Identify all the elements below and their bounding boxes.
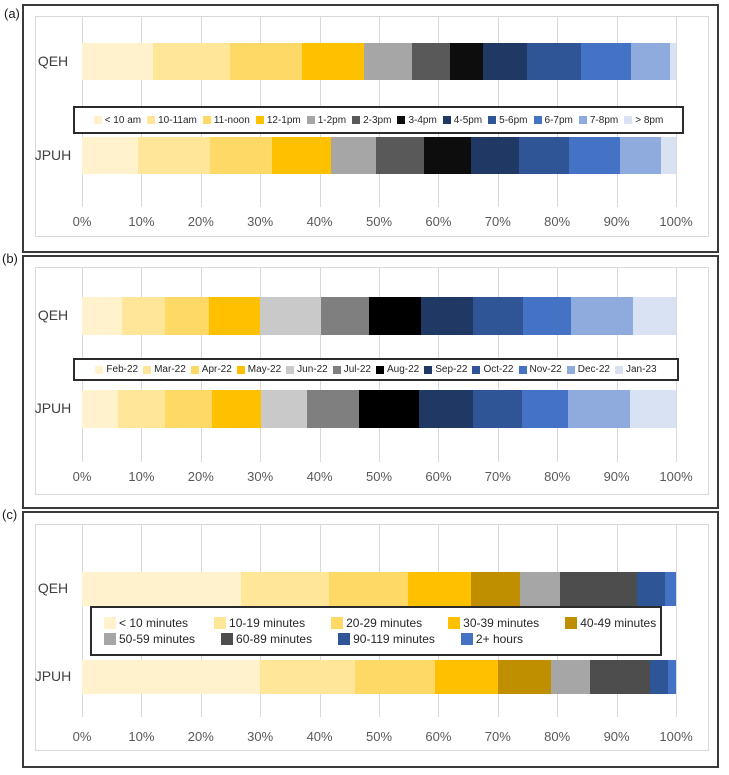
- x-tick-label: 50%: [365, 469, 393, 484]
- legend-swatch: [143, 366, 151, 374]
- legend-label: Jun-22: [297, 364, 328, 375]
- x-tick-label: 90%: [603, 469, 630, 484]
- legend-item: [237, 364, 281, 375]
- legend-item: [352, 115, 391, 126]
- bar-segment: [210, 137, 272, 174]
- bar-segment: [241, 572, 330, 606]
- bar-segment: [519, 137, 569, 174]
- legend-swatch: [104, 633, 116, 645]
- legend-swatch: [286, 366, 294, 374]
- legend-item: [94, 115, 141, 126]
- x-tick-label: 60%: [425, 729, 452, 744]
- legend-label: 50-59 minutes: [119, 632, 196, 646]
- legend-item: [203, 115, 250, 126]
- legend-label: Nov-22: [529, 364, 562, 375]
- x-tick-label: 20%: [187, 729, 214, 744]
- legend-item: [448, 616, 539, 630]
- legend-item: [519, 364, 562, 375]
- bar-segment: [471, 137, 519, 174]
- legend-item: [579, 115, 618, 126]
- legend-label: 60-89 minutes: [236, 632, 313, 646]
- legend-label: 4-5pm: [453, 114, 483, 126]
- legend-swatch: [338, 633, 350, 645]
- x-tick-label: 0%: [72, 729, 92, 744]
- legend-swatch: [443, 116, 451, 124]
- legend-swatch: [307, 116, 315, 124]
- legend-item: [376, 364, 419, 375]
- stacked-bar-qeh: [82, 297, 676, 335]
- row-label-jpuh: JPUH: [34, 146, 72, 163]
- legend-item: [461, 632, 523, 646]
- x-tick-label: 20%: [187, 469, 214, 484]
- legend-item: [567, 364, 610, 375]
- x-tick-label: 0%: [72, 469, 92, 484]
- bar-segment: [551, 660, 590, 694]
- legend-swatch: [221, 633, 233, 645]
- bar-segment: [590, 660, 649, 694]
- bar-segment: [302, 43, 364, 80]
- bar-segment: [307, 390, 359, 428]
- chart-panel-duration: [22, 511, 719, 768]
- bar-segment: [321, 297, 370, 335]
- x-tick-label: 10%: [128, 469, 155, 484]
- bar-segment: [424, 137, 472, 174]
- legend-label: 7-8pm: [589, 114, 619, 126]
- bar-segment: [272, 137, 331, 174]
- legend-swatch: [461, 633, 473, 645]
- bar-segment: [520, 572, 559, 606]
- bar-segment: [661, 137, 676, 174]
- bar-segment: [364, 43, 412, 80]
- x-tick-label: 100%: [659, 469, 693, 484]
- legend-label: 11-noon: [213, 114, 250, 126]
- legend-item: [615, 364, 657, 375]
- x-tick-label: 40%: [306, 469, 333, 484]
- legend-label: Mar-22: [154, 364, 186, 375]
- legend-item: [565, 616, 656, 630]
- legend-label: 6-7pm: [544, 114, 573, 126]
- x-tick-label: 10%: [128, 214, 155, 229]
- stacked-bar-jpuh: [82, 660, 676, 694]
- bar-segment: [421, 297, 473, 335]
- legend-swatch: [424, 366, 432, 374]
- stacked-bar-jpuh: [82, 137, 676, 174]
- bar-segment: [165, 390, 213, 428]
- legend-item: [397, 115, 436, 126]
- x-tick-label: 40%: [306, 214, 333, 229]
- x-tick-label: 70%: [484, 469, 511, 484]
- legend-swatch: [147, 116, 155, 124]
- legend-item: [338, 632, 435, 646]
- bar-segment: [665, 572, 676, 606]
- bar-segment: [260, 660, 355, 694]
- legend-item: [534, 115, 573, 126]
- legend-swatch: [488, 116, 496, 124]
- bar-segment: [329, 572, 407, 606]
- bar-segment: [633, 297, 676, 335]
- bar-segment: [331, 137, 376, 174]
- bar-segment: [581, 43, 631, 80]
- bar-segment: [153, 43, 230, 80]
- x-tick-label: 40%: [306, 729, 333, 744]
- legend-swatch: [519, 366, 527, 374]
- bar-segment: [165, 297, 209, 335]
- x-tick-label: 80%: [544, 469, 571, 484]
- bar-segment: [376, 137, 424, 174]
- bar-segment: [138, 137, 209, 174]
- bar-segment: [650, 660, 668, 694]
- row-label-qeh: QEH: [37, 52, 69, 69]
- legend-swatch: [333, 366, 341, 374]
- panel-label-a: (a): [4, 6, 20, 21]
- x-tick-label: 100%: [659, 729, 693, 744]
- bar-segment: [435, 660, 497, 694]
- legend-swatch: [534, 116, 542, 124]
- x-tick-label: 100%: [659, 214, 693, 229]
- legend-swatch: [472, 366, 480, 374]
- bar-segment: [522, 390, 569, 428]
- row-label-jpuh: JPUH: [34, 400, 72, 416]
- legend-label: Oct-22: [483, 364, 514, 375]
- legend-swatch: [214, 617, 226, 629]
- bar-segment: [209, 297, 260, 335]
- bar-segment: [568, 390, 629, 428]
- legend-item: [104, 632, 195, 646]
- legend-item: [286, 364, 328, 375]
- bar-segment: [230, 43, 301, 80]
- legend-label: Jul-22: [343, 364, 371, 375]
- x-tick-label: 80%: [544, 729, 571, 744]
- legend-swatch: [624, 116, 632, 124]
- legend-label: Dec-22: [577, 364, 610, 375]
- legend-label: 40-49 minutes: [580, 616, 657, 630]
- legend-swatch: [104, 617, 116, 629]
- legend-swatch: [95, 366, 103, 374]
- bar-segment: [359, 390, 420, 428]
- bar-segment: [637, 572, 664, 606]
- legend-label: Sep-22: [435, 364, 468, 375]
- bar-segment: [473, 297, 523, 335]
- legend-label: 90-119 minutes: [353, 632, 435, 646]
- bar-segment: [450, 43, 483, 80]
- legend-swatch: [256, 116, 264, 124]
- bar-segment: [212, 390, 261, 428]
- legend: [73, 106, 684, 134]
- legend-label: 2-3pm: [363, 114, 392, 126]
- bar-segment: [483, 43, 528, 80]
- legend-label: 1-2pm: [317, 114, 347, 126]
- legend-item: [95, 364, 138, 375]
- legend-label: 12-1pm: [266, 114, 301, 126]
- x-tick-label: 50%: [365, 214, 393, 229]
- legend: [90, 606, 662, 656]
- legend-item: [147, 115, 197, 126]
- bar-segment: [471, 572, 520, 606]
- stacked-bar-qeh: [82, 43, 676, 80]
- bar-segment: [82, 297, 122, 335]
- x-tick-label: 80%: [544, 214, 571, 229]
- gridline: [676, 525, 677, 717]
- bar-segment: [631, 43, 670, 80]
- legend-swatch: [331, 617, 343, 629]
- row-label-jpuh: JPUH: [34, 668, 72, 684]
- x-tick-label: 70%: [484, 214, 511, 229]
- row-label-qeh: QEH: [37, 580, 69, 596]
- legend-swatch: [579, 116, 587, 124]
- legend-swatch: [203, 116, 211, 124]
- legend-swatch: [448, 617, 460, 629]
- legend-item: [191, 364, 232, 375]
- legend-label: > 8pm: [635, 114, 664, 126]
- legend-item: [472, 364, 513, 375]
- legend-swatch: [237, 366, 245, 374]
- bar-segment: [82, 660, 260, 694]
- stacked-bar-jpuh: [82, 390, 676, 428]
- bar-segment: [82, 572, 241, 606]
- x-tick-label: 90%: [603, 729, 630, 744]
- legend-item: [221, 632, 312, 646]
- legend-swatch: [191, 366, 199, 374]
- legend-item: [424, 364, 467, 375]
- legend-item: [333, 364, 371, 375]
- bar-segment: [412, 43, 451, 80]
- bar-segment: [118, 390, 164, 428]
- bar-segment: [670, 43, 676, 80]
- bar-segment: [498, 660, 551, 694]
- x-tick-label: 60%: [425, 214, 452, 229]
- bar-segment: [569, 137, 619, 174]
- x-tick-label: 30%: [247, 469, 274, 484]
- bar-segment: [408, 572, 472, 606]
- legend: [73, 358, 679, 381]
- legend-swatch: [376, 366, 384, 374]
- bar-segment: [355, 660, 435, 694]
- bar-segment: [261, 390, 307, 428]
- legend-item: [443, 115, 482, 126]
- bar-segment: [82, 137, 138, 174]
- legend-swatch: [352, 116, 360, 124]
- x-tick-label: 20%: [187, 214, 214, 229]
- bar-segment: [419, 390, 472, 428]
- legend-item: [307, 115, 346, 126]
- legend-label: May-22: [247, 364, 282, 375]
- legend-item: [488, 115, 527, 126]
- legend-label: Apr-22: [201, 364, 232, 375]
- bar-segment: [620, 137, 662, 174]
- stacked-bar-qeh: [82, 572, 676, 606]
- legend-item: [624, 115, 663, 126]
- bar-segment: [369, 297, 420, 335]
- legend-label: 5-6pm: [499, 114, 528, 126]
- legend-label: < 10 am: [104, 114, 142, 126]
- bar-segment: [630, 390, 676, 428]
- panel-label-b: (b): [2, 251, 18, 266]
- legend-item: [104, 616, 188, 630]
- legend-label: 10-19 minutes: [229, 616, 306, 630]
- legend-item: [143, 364, 186, 375]
- bar-segment: [82, 43, 153, 80]
- chart-panel-month: [22, 255, 719, 509]
- bar-segment: [527, 43, 580, 80]
- x-tick-label: 30%: [247, 729, 274, 744]
- bar-segment: [122, 297, 165, 335]
- x-tick-label: 30%: [247, 214, 274, 229]
- bar-segment: [523, 297, 571, 335]
- legend-swatch: [567, 366, 575, 374]
- bar-segment: [473, 390, 522, 428]
- legend-label: 20-29 minutes: [346, 616, 423, 630]
- x-tick-label: 10%: [128, 729, 155, 744]
- x-tick-label: 90%: [603, 214, 630, 229]
- bar-segment: [260, 297, 321, 335]
- legend-label: 30-39 minutes: [463, 616, 540, 630]
- legend-label: Aug-22: [386, 364, 420, 375]
- x-tick-label: 0%: [72, 214, 92, 229]
- legend-label: Jan-23: [626, 364, 657, 375]
- legend-label: Feb-22: [106, 364, 139, 375]
- legend-swatch: [615, 366, 623, 374]
- legend-label: 10-11am: [158, 114, 197, 126]
- legend-item: [256, 115, 301, 126]
- legend-swatch: [397, 116, 405, 124]
- bar-segment: [571, 297, 633, 335]
- x-tick-label: 60%: [425, 469, 452, 484]
- legend-swatch: [565, 617, 577, 629]
- legend-label: 3-4pm: [408, 114, 437, 126]
- panel-label-c: (c): [2, 507, 18, 522]
- legend-item: [214, 616, 305, 630]
- legend-swatch: [94, 116, 102, 124]
- bar-segment: [668, 660, 676, 694]
- x-tick-label: 70%: [484, 729, 511, 744]
- legend-item: [331, 616, 422, 630]
- legend-label: 2+ hours: [475, 632, 523, 646]
- x-tick-label: 50%: [365, 729, 393, 744]
- bar-segment: [82, 390, 118, 428]
- bar-segment: [560, 572, 638, 606]
- chart-panel-time-of-day: [22, 4, 719, 253]
- legend-label: < 10 minutes: [119, 616, 189, 630]
- row-label-qeh: QEH: [37, 307, 69, 323]
